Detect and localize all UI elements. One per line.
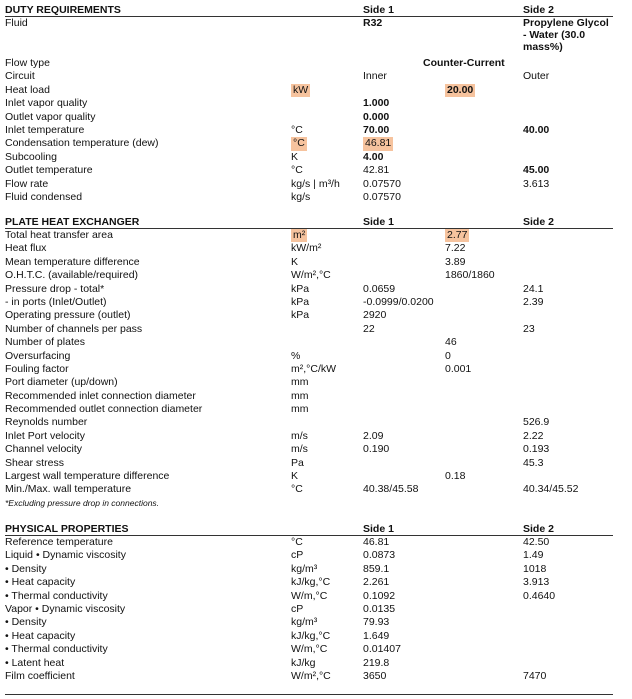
phe-rows	[5, 229, 613, 497]
phys-row	[5, 657, 613, 670]
fluid-side1: R32	[363, 17, 383, 29]
phe-row-label: Heat flux	[5, 242, 47, 255]
phys-rows	[5, 536, 613, 683]
phe-row	[5, 296, 613, 309]
phe-row	[5, 269, 613, 282]
outlet-temperature-unit: °C	[291, 164, 303, 177]
phys-row	[5, 630, 613, 643]
phe-row-side1: 40.38/45.58	[363, 483, 419, 496]
phe-row-unit: kPa	[291, 309, 310, 322]
phys-row-label: Film coefficient	[5, 669, 75, 682]
phe-footnote-row	[5, 497, 613, 509]
inlet-temperature-side2: 40.00	[523, 123, 550, 136]
plate-heat-exchanger-section	[5, 214, 613, 509]
phys-row	[5, 603, 613, 616]
fluid-condensed-row	[5, 191, 613, 204]
phe-row-label: Number of channels per pass	[5, 322, 143, 335]
outlet-temperature-side2: 45.00	[523, 164, 550, 177]
phe-row	[5, 483, 613, 496]
phe-row-unit: kPa	[291, 295, 310, 308]
phe-row-side1: 2920	[363, 309, 387, 322]
bottom-rule	[5, 694, 613, 695]
phe-row-side1: 22	[363, 322, 375, 335]
circuit-side2: Outer	[523, 70, 550, 83]
fluid-label: Fluid	[5, 17, 28, 29]
phe-row-label: Recommended outlet connection diameter	[5, 403, 203, 416]
phe-row-unit: K	[291, 255, 299, 268]
phys-row-unit: kJ/kg,°C	[291, 629, 331, 642]
phys-row-side1: 46.81	[363, 536, 390, 548]
heat-load-label: Heat load	[5, 83, 50, 96]
duty-side1-heading: Side 1	[363, 4, 394, 16]
phys-row	[5, 536, 613, 549]
phe-row-label: Channel velocity	[5, 443, 83, 456]
phys-row-label: Liquid • Dynamic viscosity	[5, 549, 126, 562]
phe-row-unit: kPa	[291, 282, 310, 295]
outlet-vapor-quality-label: Outlet vapor quality	[5, 110, 96, 123]
phys-row	[5, 670, 613, 683]
phys-row-label: • Latent heat	[5, 656, 65, 669]
phe-row-combined: 46	[445, 336, 457, 349]
phe-row-combined: 2.77	[447, 229, 468, 241]
phe-row	[5, 336, 613, 349]
phys-row-side2: 0.4640	[523, 589, 556, 602]
phe-row-label: Inlet Port velocity	[5, 429, 85, 442]
phe-row-label: Min./Max. wall temperature	[5, 483, 132, 496]
phe-row	[5, 403, 613, 416]
inlet-temperature-label: Inlet temperature	[5, 123, 85, 136]
phys-row	[5, 616, 613, 629]
fluid-condensed-label: Fluid condensed	[5, 190, 83, 203]
phys-row	[5, 563, 613, 576]
phys-row-unit: W/m,°C	[291, 643, 328, 656]
phe-row-side2: 0.193	[523, 443, 550, 456]
phe-row-label: O.H.T.C. (available/required)	[5, 269, 139, 282]
heat-load-value: 20.00	[447, 83, 474, 96]
phys-row-label: • Heat capacity	[5, 576, 76, 589]
phys-title: PHYSICAL PROPERTIES	[5, 523, 129, 535]
phe-row-side2: 2.39	[523, 295, 544, 308]
phe-row-label: Oversurfacing	[5, 349, 71, 362]
phys-header	[5, 521, 613, 536]
phe-row-label: Reynolds number	[5, 416, 88, 429]
phe-row-combined: 3.89	[445, 255, 466, 268]
flow-type-row	[5, 57, 613, 70]
phe-row-label: - in ports (Inlet/Outlet)	[5, 295, 107, 308]
phe-row	[5, 430, 613, 443]
phe-row-label: Pressure drop - total*	[5, 282, 105, 295]
phys-side2-heading: Side 2	[523, 523, 554, 535]
phys-row-unit: W/m,°C	[291, 589, 328, 602]
phe-row-unit: mm	[291, 389, 309, 402]
heat-load-unit: kW	[293, 83, 309, 96]
heat-load-row	[5, 84, 613, 97]
phe-row-unit: mm	[291, 376, 309, 389]
flow-rate-row	[5, 178, 613, 191]
phys-side1-heading: Side 1	[363, 523, 394, 535]
phe-row-unit: °C	[291, 483, 303, 496]
subcooling-side1: 4.00	[363, 150, 384, 163]
phe-row-unit: Pa	[291, 456, 304, 469]
phys-row-label: Vapor • Dynamic viscosity	[5, 602, 126, 615]
phe-row-label: Fouling factor	[5, 362, 69, 375]
phe-row-side2: 2.22	[523, 429, 544, 442]
duty-header	[5, 2, 613, 17]
phe-row-combined: 0.18	[445, 470, 466, 483]
phys-row-unit: kJ/kg,°C	[291, 576, 331, 589]
circuit-side1: Inner	[363, 70, 387, 83]
fluid-condensed-unit: kg/s	[291, 190, 311, 203]
phys-row-side1: 0.01407	[363, 643, 401, 656]
phe-row-label: Largest wall temperature difference	[5, 470, 170, 483]
phe-row	[5, 229, 613, 242]
phys-row-side2: 1018	[523, 562, 547, 575]
condensation-temperature-row	[5, 137, 613, 150]
flow-type-value: Counter-Current	[423, 57, 505, 69]
phys-row-unit: cP	[291, 549, 304, 562]
phys-row-side1: 0.0135	[363, 602, 396, 615]
phys-row-unit: kg/m³	[291, 562, 318, 575]
phe-row-combined: 1860/1860	[445, 269, 495, 282]
phe-row-side2: 526.9	[523, 416, 550, 429]
phys-row-side1: 0.1092	[363, 589, 396, 602]
outlet-vapor-quality-row	[5, 111, 613, 124]
phe-row-label: Total heat transfer area	[5, 229, 113, 241]
phe-row-label: Mean temperature difference	[5, 255, 140, 268]
phe-row	[5, 416, 613, 429]
phe-row-unit: m²,°C/kW	[291, 362, 337, 375]
phe-side2-heading: Side 2	[523, 216, 554, 228]
phe-row-label: Recommended inlet connection diameter	[5, 389, 196, 402]
duty-title: DUTY REQUIREMENTS	[5, 4, 121, 16]
subcooling-unit: K	[291, 150, 299, 163]
phys-row-side1: 219.8	[363, 656, 390, 669]
physical-properties-section	[5, 521, 613, 683]
phe-row-unit: %	[291, 349, 301, 362]
inlet-vapor-quality-row	[5, 97, 613, 110]
phe-row-unit: m²	[293, 229, 306, 241]
condensation-temperature-label: Condensation temperature (dew)	[5, 137, 159, 150]
phe-row	[5, 256, 613, 269]
phe-row-side1: -0.0999/0.0200	[363, 295, 434, 308]
phe-row-side2: 24.1	[523, 282, 544, 295]
inlet-temperature-side1: 70.00	[363, 123, 390, 136]
fluid-side2: Propylene Glycol - Water (30.0 mass%)	[523, 17, 609, 53]
phe-header	[5, 214, 613, 229]
outlet-temperature-label: Outlet temperature	[5, 164, 93, 177]
phe-row-label: Shear stress	[5, 456, 64, 469]
phys-row-side1: 859.1	[363, 562, 390, 575]
phys-row-label: • Heat capacity	[5, 629, 76, 642]
phe-row-unit: kW/m²	[291, 242, 322, 255]
phys-row-side1: 0.0873	[363, 549, 396, 562]
inlet-temperature-row	[5, 124, 613, 137]
phys-row	[5, 549, 613, 562]
phe-row-unit: m/s	[291, 443, 308, 456]
phe-row-side2: 23	[523, 322, 535, 335]
circuit-label: Circuit	[5, 70, 35, 83]
phys-row-label: • Thermal conductivity	[5, 643, 108, 656]
outlet-temperature-row	[5, 164, 613, 177]
phys-row-side1: 3650	[363, 669, 387, 682]
phe-row	[5, 350, 613, 363]
phys-row-unit: kg/m³	[291, 616, 318, 629]
phys-row-unit: cP	[291, 602, 304, 615]
phys-row-side2: 42.50	[523, 536, 550, 548]
fluid-condensed-side1: 0.07570	[363, 190, 401, 203]
phys-row-unit: °C	[291, 536, 303, 548]
subcooling-label: Subcooling	[5, 150, 57, 163]
phys-row	[5, 590, 613, 603]
phys-row-side1: 2.261	[363, 576, 390, 589]
phys-row	[5, 576, 613, 589]
phe-footnote: *Excluding pressure drop in connections.	[5, 497, 160, 508]
phe-row	[5, 376, 613, 389]
phe-row	[5, 242, 613, 255]
phys-row-label: • Density	[5, 616, 47, 629]
phys-row	[5, 643, 613, 656]
phe-row	[5, 470, 613, 483]
flow-rate-unit: kg/s | m³/h	[291, 177, 340, 190]
phys-row-unit: W/m²,°C	[291, 669, 331, 682]
circuit-row	[5, 70, 613, 83]
phe-row-side1: 0.0659	[363, 282, 396, 295]
phe-row	[5, 363, 613, 376]
phe-row	[5, 443, 613, 456]
flow-rate-side2: 3.613	[523, 177, 550, 190]
phys-row-side1: 79.93	[363, 616, 390, 629]
phys-row-label: Reference temperature	[5, 536, 113, 548]
condensation-temperature-unit: °C	[293, 137, 305, 150]
phys-row-label: • Thermal conductivity	[5, 589, 108, 602]
duty-requirements-section	[5, 2, 613, 204]
phys-row-unit: kJ/kg	[291, 656, 316, 669]
phe-row-side2: 45.3	[523, 456, 544, 469]
phe-row-combined: 0	[445, 349, 451, 362]
phe-row-combined: 7.22	[445, 242, 466, 255]
phe-row-label: Port diameter (up/down)	[5, 376, 118, 389]
phe-side1-heading: Side 1	[363, 216, 394, 228]
phe-row-side1: 2.09	[363, 429, 384, 442]
phe-row	[5, 323, 613, 336]
phys-row-side2: 1.49	[523, 549, 544, 562]
phys-row-side2: 7470	[523, 669, 547, 682]
phe-row	[5, 309, 613, 322]
inlet-temperature-unit: °C	[291, 123, 303, 136]
phe-row-side2: 40.34/45.52	[523, 483, 579, 496]
phe-row-unit: W/m²,°C	[291, 269, 331, 282]
phys-row-side2: 3.913	[523, 576, 550, 589]
phe-row-unit: K	[291, 470, 299, 483]
condensation-temperature-side1: 46.81	[365, 137, 392, 150]
phe-row-label: Number of plates	[5, 336, 85, 349]
phe-row	[5, 457, 613, 470]
flow-rate-label: Flow rate	[5, 177, 49, 190]
outlet-vapor-quality-side1: 0.000	[363, 110, 390, 123]
phe-row-side1: 0.190	[363, 443, 390, 456]
flow-type-label: Flow type	[5, 57, 50, 69]
flow-rate-side1: 0.07570	[363, 177, 401, 190]
phe-row-unit: mm	[291, 403, 309, 416]
phe-row-combined: 0.001	[445, 362, 472, 375]
phys-row-label: • Density	[5, 562, 47, 575]
subcooling-row	[5, 151, 613, 164]
duty-side2-heading: Side 2	[523, 4, 554, 16]
inlet-vapor-quality-label: Inlet vapor quality	[5, 97, 88, 110]
phys-row-side1: 1.649	[363, 629, 390, 642]
inlet-vapor-quality-side1: 1.000	[363, 97, 390, 110]
outlet-temperature-side1: 42.81	[363, 164, 390, 177]
phe-row	[5, 283, 613, 296]
phe-row	[5, 390, 613, 403]
phe-title: PLATE HEAT EXCHANGER	[5, 216, 140, 228]
phe-row-unit: m/s	[291, 429, 308, 442]
phe-row-label: Operating pressure (outlet)	[5, 309, 131, 322]
fluid-row	[5, 17, 613, 57]
